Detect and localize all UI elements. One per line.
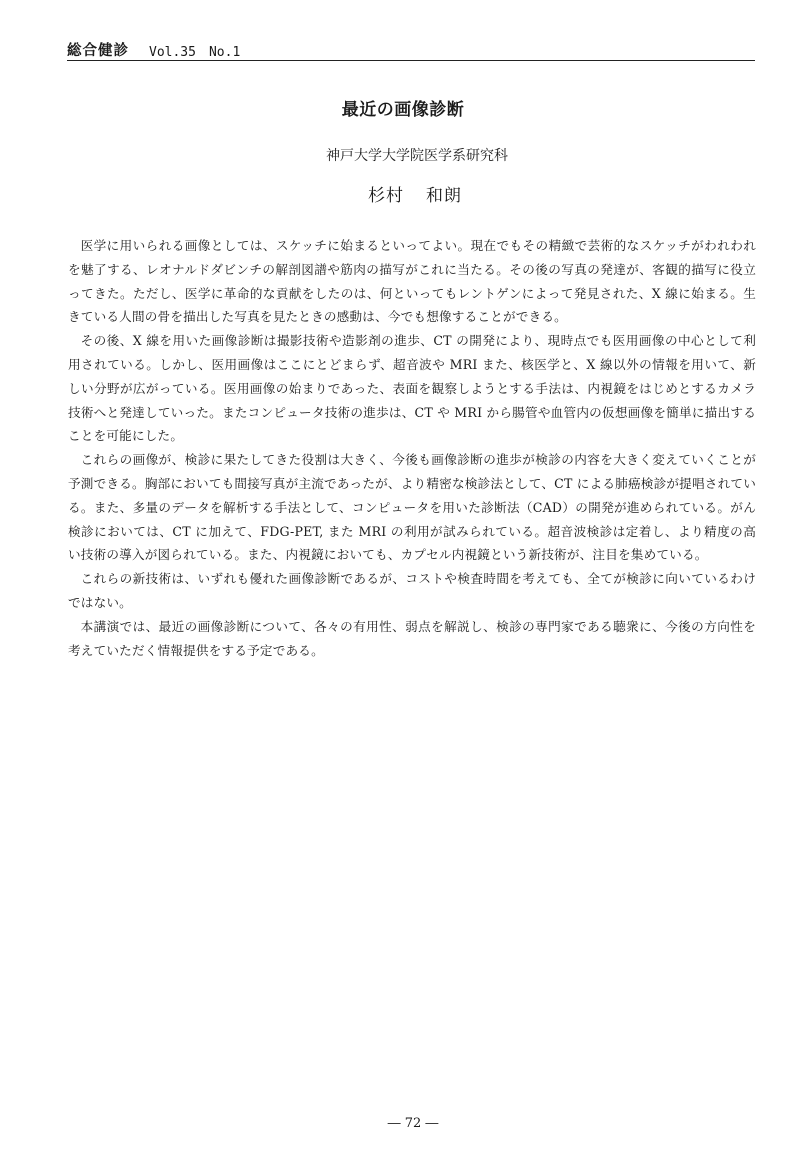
- body-paragraph: 医学に用いられる画像としては、スケッチに始まるといってよい。現在でもその精緻で芸術的なスケッチがわれわれを魅了する、レオナルドダビンチの解剖図譜や筋肉の描写がこれに当たる。その後の写真の発達が、客観的描写に役立ってきた。ただし、医学に革命的な貢献をしたのは、何といってもレントゲンによって発見された、X 線に始まる。生きている人間の骨を描出した写真を見たときの感動は、今でも想像することができる。: [68, 238, 756, 325]
- body-paragraph: その後、X 線を用いた画像診断は撮影技術や造影剤の進歩、CT の開発により、現時点でも医用画像の中心として利用されている。しかし、医用画像はここにとどまらず、超音波や MRI また、核医学と、X 線以外の情報を用いて、新しい分野が広がっている。医用画像の始まりであった、表面を観察しようとする手法は、内視鏡をはじめとするカメラ技術へと発達していった。またコンピュータ技術の進歩は、CT や MRI から腸管や血管内の仮想画像を簡単に描出することを可能にした。: [68, 333, 756, 444]
- author-affiliation: 神戸大学大学院医学系研究科: [326, 148, 508, 164]
- running-header: [67, 38, 755, 61]
- volume-issue: Vol.35 No.1: [149, 45, 241, 60]
- page-number: ― 72 ―: [387, 1116, 439, 1131]
- article-title: 最近の画像診断: [341, 100, 465, 120]
- journal-name: 総合健診: [67, 43, 129, 59]
- author-given-name: 和朗: [426, 186, 462, 206]
- article-body: [68, 234, 756, 662]
- author-name: [0, 181, 806, 206]
- body-paragraph: これらの新技術は、いずれも優れた画像診断であるが、コストや検査時間を考えても、全てが検診に向いているわけではない。: [68, 571, 756, 610]
- body-paragraph: これらの画像が、検診に果たしてきた役割は大きく、今後も画像診断の進歩が検診の内容を大きく変えていくことが予測できる。胸部においても間接写真が主流であったが、より精密な検診法として、CT による肺癌検診が提唱されている。また、多量のデータを解析する手法として、コンピュータを用いた診断法（CAD）の開発が進められている。がん検診においては、CT に加えて、FDG-PET, また MRI の利用が試みられている。超音波検診は定着し、より精度の高い技術の導入が図られている。また、内視鏡においても、カプセル内視鏡という新技術が、注目を集めている。: [68, 452, 756, 563]
- body-paragraph: 本講演では、最近の画像診断について、各々の有用性、弱点を解説し、検診の専門家である聴衆に、今後の方向性を考えていただく情報提供をする予定である。: [68, 618, 756, 658]
- author-family-name: 杉村: [368, 186, 404, 206]
